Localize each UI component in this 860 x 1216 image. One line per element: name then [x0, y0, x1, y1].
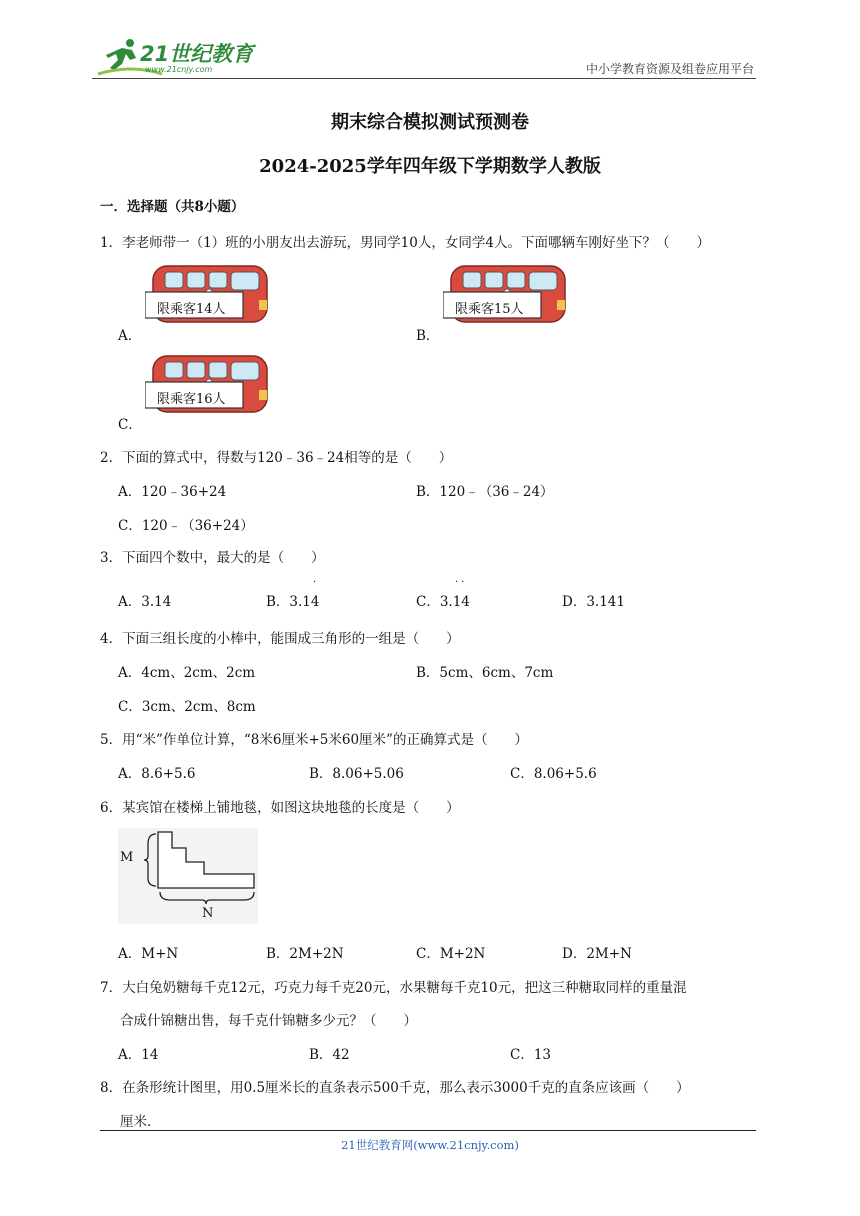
q5-option-a[interactable]: A．8.6+5.6	[118, 766, 196, 782]
question-4-stem: 4．下面三组长度的小棒中，能围成三角形的一组是（ ）	[100, 631, 460, 647]
q3-option-b[interactable]	[266, 577, 320, 610]
bus-capacity-label: 限乘客14人	[157, 302, 226, 317]
q2-option-c[interactable]: C．120﹣（36+24）	[118, 518, 254, 534]
repeating-dot-mark: ··	[455, 577, 468, 588]
q6-option-c[interactable]: C．M+2N	[416, 946, 486, 962]
q7-option-c[interactable]: C．13	[510, 1047, 552, 1063]
figure-label-m: M	[120, 850, 134, 865]
q2-option-a[interactable]: A．120﹣36+24	[118, 484, 227, 500]
q7-option-a[interactable]: A．14	[118, 1047, 159, 1063]
question-6-stem: 6．某宾馆在楼梯上铺地毯，如图这块地毯的长度是（ ）	[100, 800, 460, 816]
bus-capacity-label: 限乘客15人	[455, 302, 524, 317]
q1-option-a-label[interactable]: A．	[118, 328, 142, 344]
logo-text: 21世纪教育	[140, 42, 254, 66]
stair-carpet-figure	[118, 828, 258, 924]
footer-divider	[100, 1130, 756, 1131]
page-subtitle: 2024-2025学年四年级下学期数学人教版	[259, 156, 601, 177]
q3-option-b-text: B．3.14	[266, 594, 320, 610]
q3-option-d[interactable]: D．3.141	[562, 594, 625, 610]
q6-option-d[interactable]: D．2M+N	[562, 946, 632, 962]
q4-option-a[interactable]: A．4cm、2cm、2cm	[118, 665, 256, 681]
q3-option-a[interactable]: A．3.14	[118, 594, 172, 610]
header-divider	[92, 78, 756, 79]
q6-option-a[interactable]: A．M+N	[118, 946, 179, 962]
q4-option-b[interactable]: B．5cm、6cm、7cm	[416, 665, 554, 681]
q4-option-c[interactable]: C．3cm、2cm、8cm	[118, 699, 256, 715]
figure-label-n: N	[202, 906, 214, 921]
repeating-dot-mark: ·	[313, 577, 317, 588]
section-heading: 一．选择题（共8小题）	[100, 199, 245, 215]
page-title: 期末综合模拟测试预测卷	[331, 112, 529, 133]
question-7-stem-line2: 合成什锦糖出售，每千克什锦糖多少元？（ ）	[120, 1013, 417, 1029]
q6-option-b[interactable]: B．2M+2N	[266, 946, 344, 962]
q5-option-c[interactable]: C．8.06+5.6	[510, 766, 597, 782]
q5-option-b[interactable]: B．8.06+5.06	[309, 766, 404, 782]
q7-option-b[interactable]: B．42	[309, 1047, 350, 1063]
footer-link[interactable]: 21世纪教育网(www.21cnjy.com)	[341, 1138, 519, 1152]
q2-option-b[interactable]: B．120﹣（36﹣24）	[416, 484, 554, 500]
q3-option-c[interactable]	[416, 577, 470, 610]
bus-capacity-label: 限乘客16人	[157, 392, 226, 407]
question-8-stem-line1: 8．在条形统计图里，用0.5厘米长的直条表示500千克，那么表示3000千克的直条应该画（ ）	[100, 1080, 690, 1096]
question-2-stem: 2．下面的算式中，得数与120﹣36﹣24相等的是（ ）	[100, 450, 453, 466]
q1-option-b-label[interactable]: B．	[416, 328, 440, 344]
question-8-stem-line2: 厘米.	[120, 1114, 152, 1130]
question-7-stem-line1: 7．大白兔奶糖每千克12元，巧克力每千克20元，水果糖每千克10元，把这三种糖取同样的重量混	[100, 980, 687, 996]
question-1-stem: 1．李老师带一（1）班的小朋友出去游玩，男同学10人，女同学4人。下面哪辆车刚好坐下？（ ）	[100, 235, 710, 251]
q3-option-c-text: C．3.14	[416, 594, 470, 610]
logo-url: www.21cnjy.com	[145, 65, 213, 74]
q1-option-c-label[interactable]: C．	[118, 417, 142, 433]
question-5-stem: 5．用“米”作单位计算，“8米6厘米+5米60厘米”的正确算式是（ ）	[100, 732, 528, 748]
header-platform-text: 中小学教育资源及组卷应用平台	[585, 62, 754, 76]
question-3-stem: 3．下面四个数中，最大的是（ ）	[100, 550, 325, 566]
